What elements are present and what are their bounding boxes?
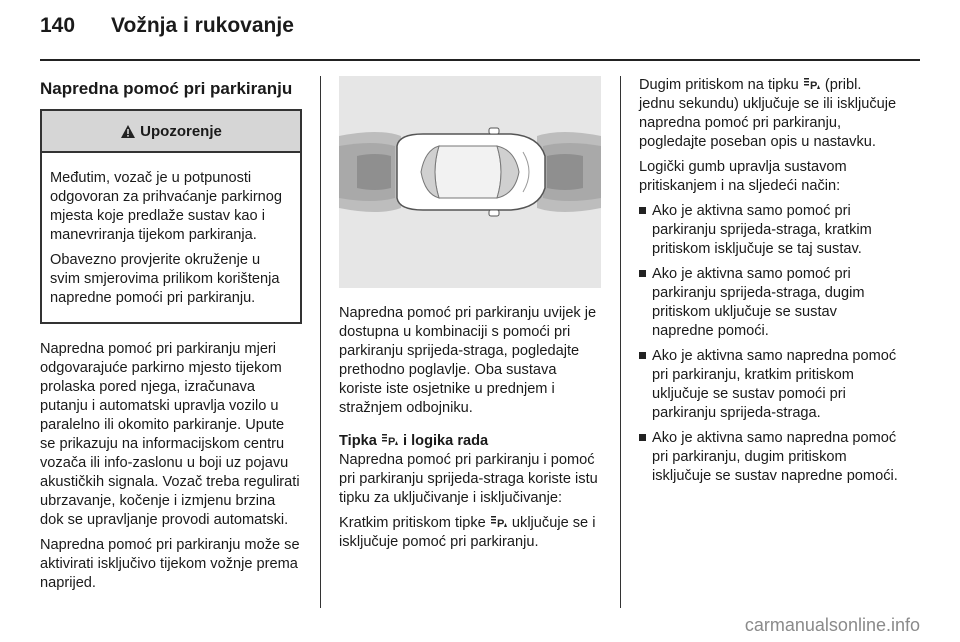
inline-text: (pribl. jednu sekundu) uključuje se ili isključuje napredna pomoć pri parkiranju, pogledajte poseban opis u nastavku. [639, 77, 897, 150]
warning-header [42, 111, 300, 153]
inline-text: Kratkim pritiskom tipke [339, 515, 486, 531]
body-paragraph: Logički gumb upravlja sustavom pritiskanjem i na sljedeći način: [639, 159, 847, 194]
warning-text: Međutim, vozač je u potpunosti odgovoran za prihvaćanje parkirnog mjesta koje predlaže sustav kao i manevriranja tijekom parkiranja. [50, 170, 283, 243]
parking-assist-icon [490, 515, 508, 529]
watermark: carmanualsonline.info [744, 615, 920, 635]
list-item [639, 347, 901, 423]
warning-heading: Upozorenje [140, 122, 222, 140]
subheading-text: i logika rada [402, 433, 489, 449]
warning-body [42, 153, 300, 322]
svg-text:P: P [496, 518, 505, 529]
body-paragraph [639, 76, 901, 152]
subheading [339, 432, 603, 451]
car-top-view-image [339, 76, 601, 288]
bullet-icon [639, 270, 646, 277]
bullet-icon [639, 207, 646, 214]
chapter-title: Vožnja i rukovanje [111, 14, 294, 37]
bullet-icon [639, 352, 646, 359]
body-paragraph [339, 514, 603, 552]
bullet-icon [639, 434, 646, 441]
inline-text: Dugim pritiskom na tipku [639, 77, 799, 93]
warning-box [40, 109, 302, 324]
section-title: Napredna pomoć pri parkiranju [40, 79, 293, 98]
body-paragraph: Napredna pomoć pri parkiranju uvijek je dostupna u kombinaciji s pomoći pri parkiranju sprijeda-straga, pogledajte prethodno poglavlje. Oba sustava koriste iste osjetnike u prednjem i stražnjem odbojniku. [339, 305, 597, 416]
column-left [40, 76, 302, 599]
list-item [639, 429, 901, 486]
column-divider [620, 76, 621, 608]
body-paragraph: Napredna pomoć pri parkiranju može se aktivirati isključivo tijekom vožnje prema naprijed. [40, 537, 300, 591]
list-item [639, 265, 901, 341]
parking-assist-icon [803, 77, 821, 91]
inline-text: uključuje se i isključuje pomoć pri parkiranju. [339, 515, 596, 550]
column-right [639, 76, 901, 492]
parking-assist-icon [381, 433, 399, 447]
list-item-text: Ako je aktivna samo pomoć pri parkiranju sprijeda-straga, kratkim pritiskom isključuje se taj sustav. [652, 203, 872, 257]
list-item-text: Ako je aktivna samo pomoć pri parkiranju sprijeda-straga, dugim pritiskom uključuje se sustav napredne pomoći. [652, 266, 865, 339]
list-item-text: Ako je aktivna samo napredna pomoć pri parkiranju, dugim pritiskom isključuje se sustav napredne pomoći. [652, 430, 898, 484]
column-middle [339, 76, 603, 558]
list-item-text: Ako je aktivna samo napredna pomoć pri parkiranju, kratkim pritiskom uključuje se sustav pomoći pri parkiranju sprijeda-straga. [652, 348, 897, 421]
page-number: 140 [40, 14, 76, 37]
header-rule [40, 59, 920, 61]
column-divider [320, 76, 321, 608]
list-item [639, 202, 901, 259]
bullet-list [639, 202, 901, 486]
page-header [40, 14, 294, 44]
svg-text:P: P [387, 436, 396, 447]
svg-text:P: P [809, 80, 818, 91]
warning-triangle-icon [120, 124, 136, 139]
body-paragraph: Napredna pomoć pri parkiranju mjeri odgovarajuće parkirno mjesto tijekom prolaska pored njega, izračunava putanju i automatski upravlja vozilo u paralelno ili okomito parkiranje. Upute se prikazuju na informacijskom centru vozača ili info-zaslonu u boji uz pojavu akustičkih signala. Vozač treba regulirati ubrzavanje, kočenje i izmjenu brzina dok se upravljanje provodi automatski. [40, 341, 300, 528]
body-paragraph: Napredna pomoć pri parkiranju i pomoć pri parkiranju sprijeda-straga koriste istu tipku za uključivanje i isključivanje: [339, 452, 598, 506]
warning-text: Obavezno provjerite okruženje u svim smjerovima prilikom korištenja napredne pomoći pri parkiranju. [50, 252, 280, 306]
parking-sensor-illustration [339, 76, 601, 288]
subheading-text: Tipka [339, 433, 377, 449]
